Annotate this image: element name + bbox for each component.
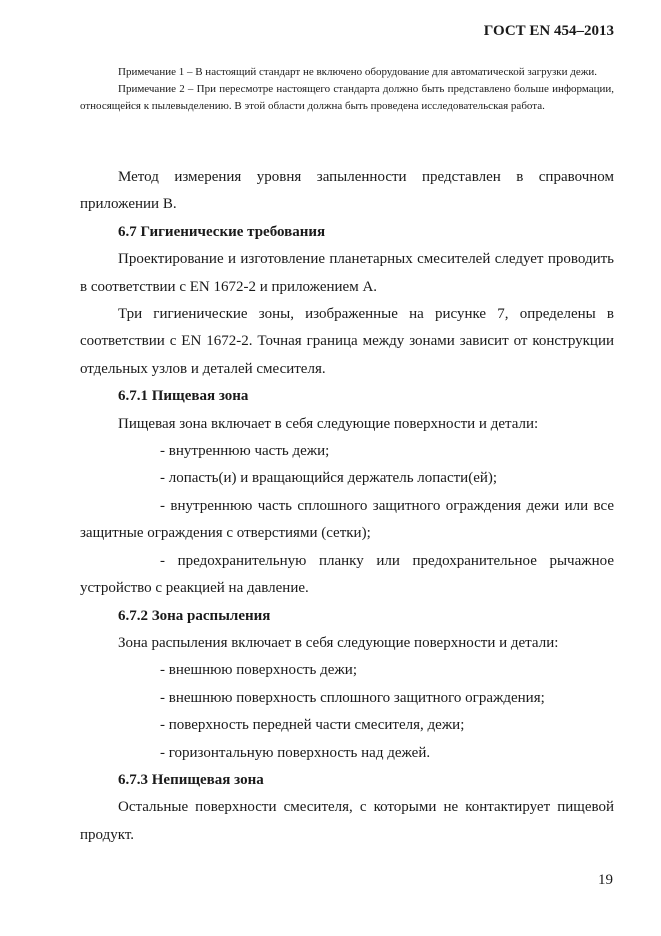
section-heading-6-7-2: 6.7.2 Зона распыления	[118, 607, 271, 624]
paragraph-dust-method: Метод измерения уровня запыленности представлен в справочном приложении В.	[80, 169, 614, 213]
note-2: Примечание 2 – При пересмотре настоящего стандарта должно быть представлено больше информации, относящейся к пылевыделению. В этой области должна быть проведена исследовательская работа.	[80, 83, 614, 112]
list-item: - горизонтальную поверхность над дежей.	[160, 744, 431, 761]
section-heading-6-7-3: 6.7.3 Непищевая зона	[118, 771, 264, 788]
list-item: - внутреннюю часть дежи;	[160, 443, 330, 460]
list-item: - внешнюю поверхность сплошного защитного ограждения;	[160, 689, 545, 706]
paragraph-zones: Три гигиенические зоны, изображенные на рисунке 7, определены в соответствии с EN 1672-2. Точная граница между зонами зависит от конструкции отдельных узлов и деталей смесителя.	[80, 306, 614, 377]
paragraph-spray-zone: Зона распыления включает в себя следующие поверхности и детали:	[118, 634, 559, 651]
paragraph-nonfood-zone: Остальные поверхности смесителя, с которыми не контактирует пищевой продукт.	[80, 799, 614, 843]
paragraph-food-zone: Пищевая зона включает в себя следующие поверхности и детали:	[118, 415, 539, 432]
list-item: - внешнюю поверхность дежи;	[160, 662, 357, 679]
list-item: - предохранительную планку или предохранительное рычажное устройство с реакцией на давление.	[80, 552, 614, 597]
notes-block	[80, 64, 614, 115]
list-item: - лопасть(и) и вращающийся держатель лопасти(ей);	[160, 470, 498, 487]
section-heading-6-7: 6.7 Гигиенические требования	[118, 223, 326, 240]
paragraph-design: Проектирование и изготовление планетарных смесителей следует проводить в соответствии с EN 1672-2 и приложением А.	[80, 251, 614, 295]
note-1: Примечание 1 – В настоящий стандарт не включено оборудование для автоматической загрузки дежи.	[118, 66, 597, 78]
document-header: ГОСТ EN 454–2013	[483, 23, 614, 39]
section-heading-6-7-1: 6.7.1 Пищевая зона	[118, 388, 249, 405]
list-item: - поверхность передней части смесителя, дежи;	[160, 717, 465, 734]
document-body	[80, 164, 614, 849]
page-number: 19	[598, 872, 613, 888]
list-item: - внутреннюю часть сплошного защитного ограждения дежи или все защитные ограждения с отверстиями (сетки);	[80, 497, 614, 542]
